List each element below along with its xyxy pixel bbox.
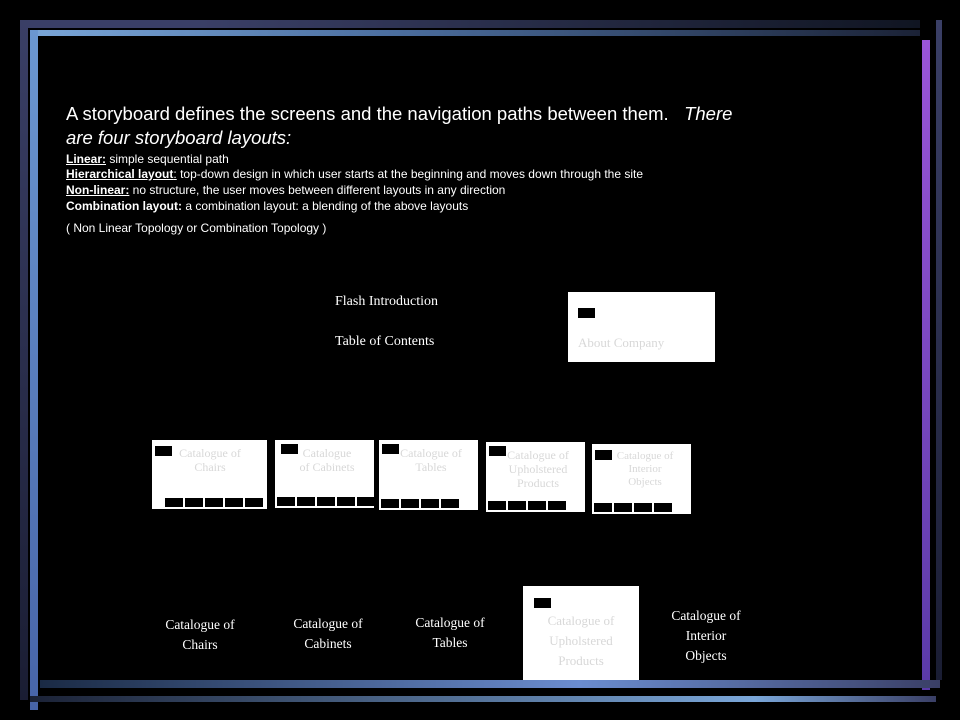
page-title-line2: Interior [628,463,662,475]
bottom-label-cabinets [278,614,378,654]
page-title [496,448,580,490]
linear-desc: simple sequential path [106,152,229,166]
linear-term: Linear: [66,152,107,166]
page-title-line3: Objects [628,476,662,488]
page-title [170,446,250,474]
bottom-label-tables [400,613,500,653]
page-link-strip [594,503,672,512]
layout-def-linear [66,152,229,167]
frame-bar-left-outer [20,20,28,700]
frame-bar-right-inner [922,40,930,690]
label-line1: Catalogue of [415,615,485,630]
slide-heading [66,102,866,150]
label-line1: Catalogue of [165,617,235,632]
hierarchical-term: Hierarchical layout [66,167,174,181]
combination-desc: a combination layout: a blending of the above layouts [182,199,469,213]
page-catalogue-upholstered [486,442,585,512]
page-link-strip [488,501,566,510]
heading-line1: A storyboard defines the screens and the navigation paths between them. [66,103,669,124]
bottom-label-chairs [150,615,250,655]
page-catalogue-chairs [152,440,267,509]
page-title-line1: Catalogue [302,446,352,460]
page-title [531,611,631,671]
label-line3: Objects [685,648,727,663]
page-title-line1: Catalogue of [616,450,674,462]
bottom-label-interior [656,606,756,666]
page-tag-icon [534,598,551,608]
label-line2: Chairs [182,637,218,652]
layout-def-nonlinear [66,183,505,198]
page-title-line3: Products [558,653,604,668]
page-upholstered-products [523,586,639,680]
page-tag-icon [578,308,595,318]
page-title [391,446,471,474]
page-title-line3: Products [517,476,559,490]
page-title-line1: Catalogue of [400,446,462,460]
label-line1: Catalogue of [671,608,741,623]
page-title [604,450,686,489]
frame-bar-right-outer [936,20,942,680]
page-link-strip [277,497,375,506]
frame-bar-top-inner [30,30,920,36]
page-title-line1: Catalogue of [547,613,615,628]
page-catalogue-interior [592,444,691,514]
page-title-line1: Catalogue of [507,448,569,462]
page-title [287,446,367,474]
label-line2: Cabinets [304,636,352,651]
hierarchical-sep: : [173,167,177,181]
page-link-strip [165,498,263,507]
page-link-strip [381,499,459,508]
frame-bar-top-outer [20,20,920,28]
page-catalogue-tables [379,440,478,510]
combination-term: Combination layout: [66,199,182,213]
page-title-line1: Catalogue of [179,446,241,460]
nonlinear-desc: no structure, the user moves between different layouts in any direction [129,183,506,197]
page-catalogue-cabinets [275,440,374,508]
page-title-line2: Upholstered [549,633,613,648]
about-company-page [568,292,715,362]
page-title-line2: of Cabinets [299,460,355,474]
layout-def-hierarchical [66,167,643,182]
toc-label: Table of Contents [335,334,435,349]
page-title-line2: Tables [415,460,447,474]
heading-line1-tail: There [684,103,733,124]
frame-bar-bottom-outer [30,696,936,702]
flash-intro-label: Flash Introduction [335,294,439,309]
about-company-title: About Company [578,335,665,350]
page-title-line2: Upholstered [508,462,568,476]
topology-note: ( Non Linear Topology or Combination Topology ) [66,221,327,235]
heading-line2: are four storyboard layouts: [66,127,292,148]
page-title-line2: Chairs [194,460,226,474]
nonlinear-term: Non-linear: [66,183,130,197]
frame-bar-left-inner [30,30,38,710]
label-line2: Interior [685,628,727,643]
layout-def-combination [66,199,468,214]
hierarchical-desc: top-down design in which user starts at the beginning and moves down through the site [176,167,644,181]
label-line2: Tables [432,635,468,650]
frame-bar-bottom-inner [40,680,940,688]
label-line1: Catalogue of [293,616,363,631]
